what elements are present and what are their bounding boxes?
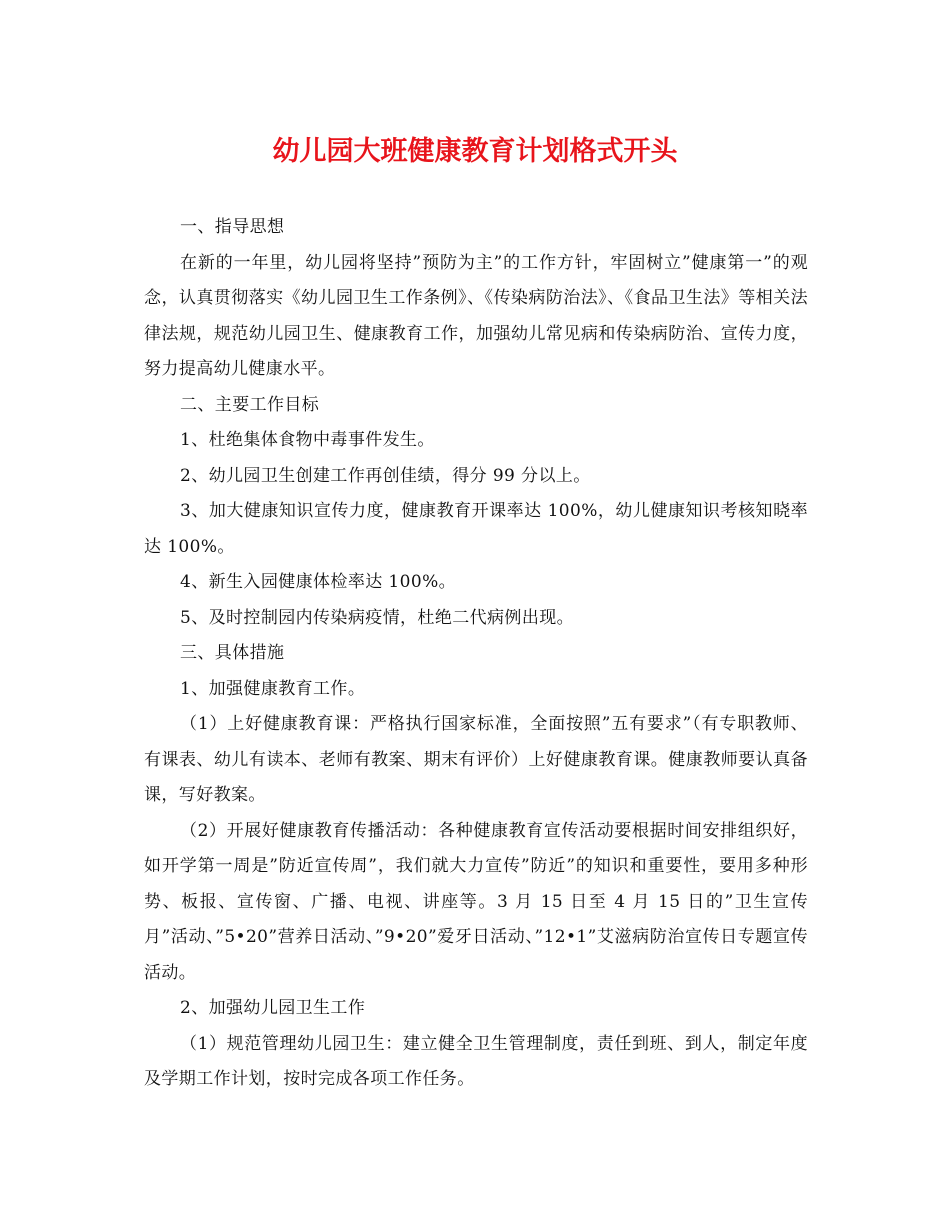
document-title: 幼儿园大班健康教育计划格式开头 — [272, 136, 678, 167]
measure-item-1: 1、加强健康教育工作。 — [180, 678, 366, 699]
measure-item-2: 2、加强幼儿园卫生工作 — [180, 998, 366, 1018]
paragraph-guiding-ideology: 在新的一年里，幼儿园将坚持”预防为主”的工作方针，牢固树立”健康第一”的观念，认真贯彻落实《幼儿园卫生工作条例》、《传染病防治法》、《食品卫生法》等相关法律法规，规范幼儿园卫生、健康教育工作，加强幼儿常见病和传染病防治、宣传力度，努力提高幼儿健康水平。 — [144, 252, 808, 379]
goal-item-5: 5、及时控制园内传染病疫情，杜绝二代病例出现。 — [180, 607, 575, 628]
measure-1-sub-2: （2）开展好健康教育传播活动：各种健康教育宣传活动要根据时间安排组织好，如开学第一周是”防近宣传周”，我们就大力宣传”防近”的知识和重要性，要用多种形势、板报、宣传窗、广播、电视、讲座等。3 月 15 日至 4 月 15 日的”卫生宣传月”活动、”5•20”营养日活动、”9•20”爱牙日活动、”12•1”艾滋病防治宣传日专题宣传活动。 — [144, 820, 808, 983]
section-heading-measures: 三、具体措施 — [180, 643, 285, 663]
section-heading-main-goals: 二、主要工作目标 — [180, 394, 320, 415]
measure-1-sub-1: （1）上好健康教育课：严格执行国家标准，全面按照”五有要求”（有专职教师、有课表、幼儿有读本、老师有教案、期末有评价）上好健康教育课。健康教师要认真备课，写好教案。 — [144, 714, 808, 805]
goal-item-2: 2、幼儿园卫生创建工作再创佳绩，得分 99 分以上。 — [180, 465, 591, 486]
document-body — [144, 210, 808, 1098]
section-heading-guiding-ideology: 一、指导思想 — [180, 217, 285, 237]
measure-2-sub-1: （1）规范管理幼儿园卫生：建立健全卫生管理制度，责任到班、到人，制定年度及学期工作计划，按时完成各项工作任务。 — [144, 1033, 808, 1089]
goal-item-3: 3、加大健康知识宣传力度，健康教育开课率达 100%，幼儿健康知识考核知晓率达 100%。 — [144, 501, 808, 557]
goal-item-1: 1、杜绝集体食物中毒事件发生。 — [180, 430, 435, 450]
goal-item-4: 4、新生入园健康体检率达 100%。 — [180, 572, 457, 592]
